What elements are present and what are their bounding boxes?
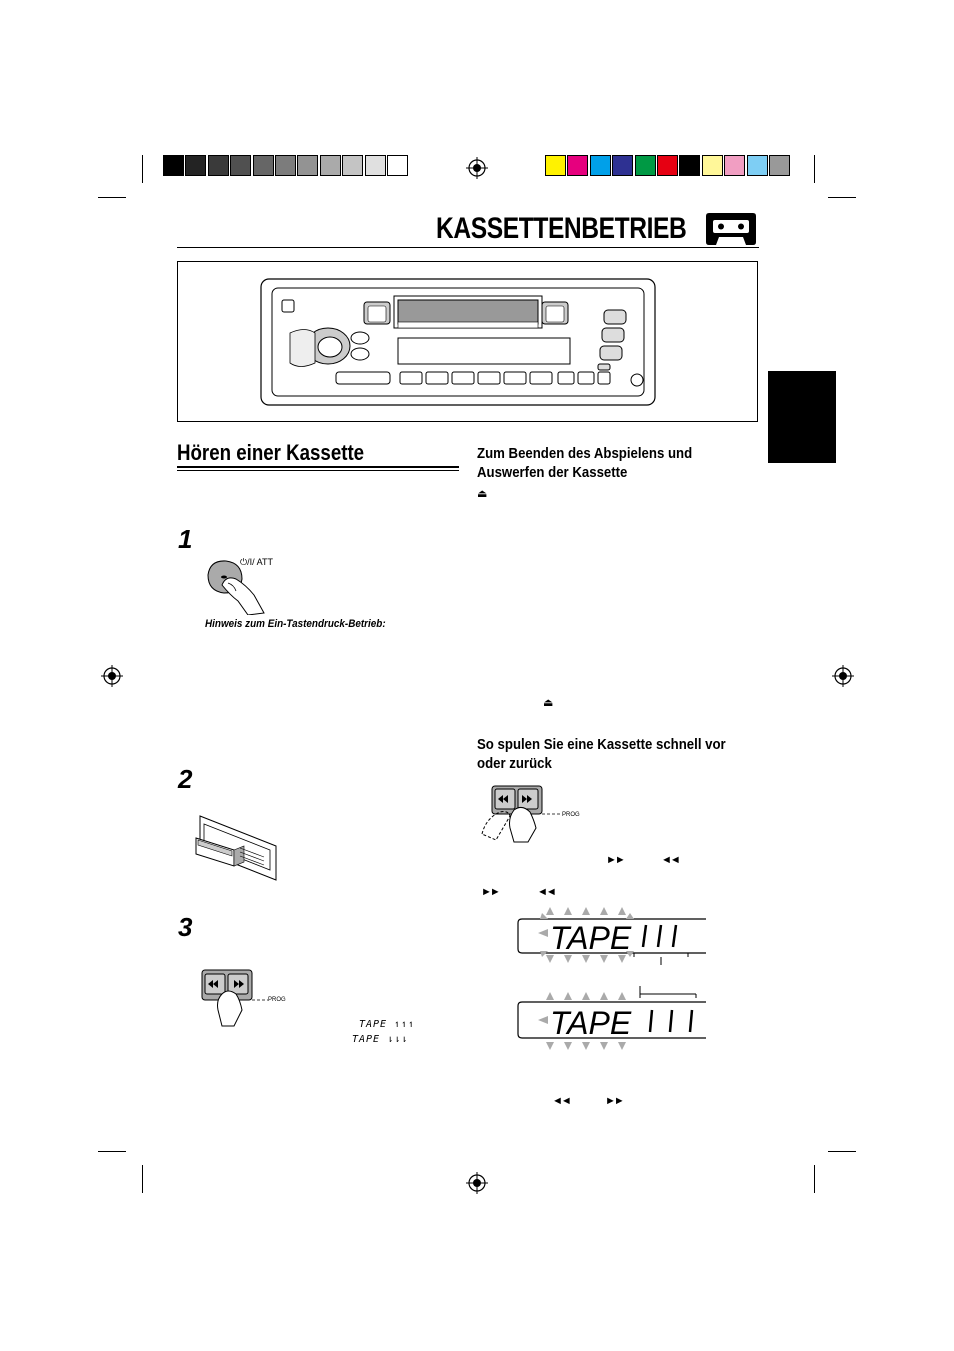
prog-label: PROG xyxy=(562,812,580,818)
color-swatch xyxy=(679,155,700,176)
stop-eject-heading: Zum Beenden des Abspielens und Auswerfen der Kassette xyxy=(477,445,693,481)
lcd-text: TAPE xyxy=(550,1005,632,1041)
title-rule xyxy=(177,247,759,248)
registration-mark-icon xyxy=(832,665,854,687)
color-swatch xyxy=(702,155,723,176)
rewind-icon: ◄◄ xyxy=(552,1095,570,1107)
crop-mark xyxy=(814,155,815,183)
rewind-icon: ◄◄ xyxy=(661,854,679,866)
language-tab xyxy=(768,371,836,463)
cassette-icon xyxy=(704,212,758,246)
eject-icon: ⏏ xyxy=(543,697,552,709)
gray-swatch xyxy=(253,155,274,176)
power-att-label: ⏻/I/ ATT xyxy=(240,557,273,567)
rewind-icon: ◄◄ xyxy=(537,886,555,898)
color-swatch xyxy=(635,155,656,176)
crop-mark xyxy=(98,197,126,198)
color-swatch xyxy=(747,155,768,176)
display-forward-label: TAPE ↿↿↿ xyxy=(359,1019,416,1030)
color-swatch xyxy=(567,155,588,176)
lcd-text: TAPE xyxy=(550,920,632,956)
registration-mark-icon xyxy=(466,157,488,179)
fast-wind-heading: So spulen Sie eine Kassette schnell vor oder zurück xyxy=(477,736,726,772)
step-number: 2 xyxy=(178,764,193,794)
page-title: KASSETTENBETRIEB xyxy=(436,212,687,245)
crop-mark xyxy=(142,1165,143,1193)
color-swatch xyxy=(769,155,790,176)
crop-mark xyxy=(828,197,856,198)
fast-forward-icon: ►► xyxy=(606,854,624,866)
crop-mark xyxy=(142,155,143,183)
color-swatch xyxy=(724,155,745,176)
section-title: Hören einer Kassette xyxy=(177,440,365,465)
registration-mark-icon xyxy=(101,665,123,687)
crop-mark xyxy=(98,1151,126,1152)
step-number: 1 xyxy=(178,524,193,554)
lcd-display-rewind xyxy=(516,986,708,1052)
display-reverse-label: TAPE ⇂⇂⇂ xyxy=(352,1034,409,1045)
cassette-insert-illustration xyxy=(194,810,284,882)
gray-swatch xyxy=(297,155,318,176)
note-heading: Hinweis zum Ein-Tastendruck-Betrieb: xyxy=(205,618,386,630)
lcd-display-fast-forward xyxy=(516,903,708,965)
section-rule xyxy=(177,466,459,468)
fast-forward-icon: ►► xyxy=(605,1095,623,1107)
gray-swatch xyxy=(230,155,251,176)
fast-wind-button-press-illustration xyxy=(476,784,576,844)
color-swatch xyxy=(657,155,678,176)
section-rule xyxy=(177,470,459,471)
gray-swatch xyxy=(320,155,341,176)
crop-mark xyxy=(814,1165,815,1193)
gray-swatch xyxy=(163,155,184,176)
gray-swatch xyxy=(387,155,408,176)
crop-mark xyxy=(828,1151,856,1152)
prog-label: PROG xyxy=(268,997,286,1003)
registration-mark-icon xyxy=(466,1172,488,1194)
gray-swatch xyxy=(185,155,206,176)
fast-forward-icon: ►► xyxy=(481,886,499,898)
gray-swatch xyxy=(275,155,296,176)
gray-swatch xyxy=(208,155,229,176)
gray-swatch xyxy=(365,155,386,176)
color-swatch xyxy=(612,155,633,176)
color-swatch xyxy=(590,155,611,176)
step-number: 3 xyxy=(178,912,193,942)
gray-swatch xyxy=(342,155,363,176)
color-swatch xyxy=(545,155,566,176)
eject-icon: ⏏ xyxy=(477,488,486,500)
car-stereo-panel-illustration xyxy=(260,278,656,408)
